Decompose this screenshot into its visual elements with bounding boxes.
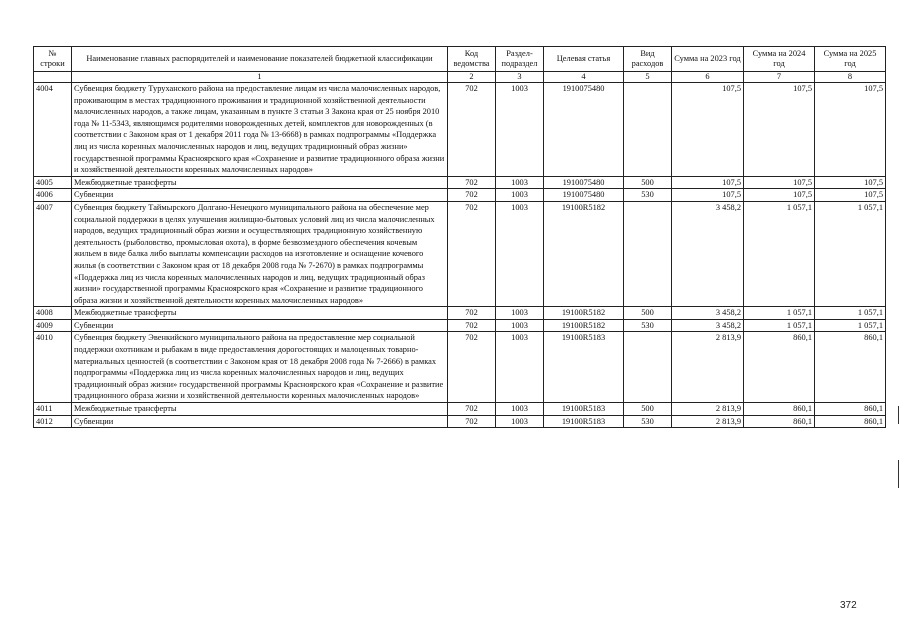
row-target: 1910075480 <box>544 176 624 189</box>
row-number: 4009 <box>34 319 72 332</box>
row-sum-2023: 3 458,2 <box>672 307 744 320</box>
row-number: 4012 <box>34 415 72 428</box>
row-target: 1910075480 <box>544 189 624 202</box>
table-row <box>34 201 886 306</box>
column-number <box>34 72 72 83</box>
row-section: 1003 <box>496 83 544 177</box>
row-sum-2025: 860,1 <box>815 415 886 428</box>
column-number: 6 <box>672 72 744 83</box>
row-name: Субвенция бюджету Таймырского Долгано-Ненецкого муниципального района на обеспечение мер социальной поддержки в целях улучшения жилищно-бытовых условий лиц из числа малочисленных народов, ведущих традиционный образ жизни и осуществляющих традиционную хозяйственную деятельность (рыболовство, промысловая охота), в форме безвозмездного обеспечения кочевым жильем в виде балка либо выплаты компенсации расходов на изготовление и оснащение кочевого жилья (в соответствии с Законом края от 18 декабря 2008 года № 7-2670) в рамках подпрограммы «Поддержка лиц из числа коренных малочисленных народов и лиц, ведущих традиционный образ жизни» государственной программы Красноярского края «Сохранение и развитие традиционного образа жизни и хозяйственной деятельности коренных малочисленных народов» <box>72 201 448 306</box>
row-target: 19100R5183 <box>544 403 624 416</box>
row-exp-type: 500 <box>624 176 672 189</box>
row-target: 19100R5183 <box>544 332 624 403</box>
row-exp-type <box>624 332 672 403</box>
row-name: Субвенция бюджету Эвенкийского муниципального района на предоставление мер социальной поддержки охотникам и рыбакам в виде предоставления дорогостоящих и малоценных товарно-материальных ценностей (в соответствии с Законом края от 18 декабря 2008 года № 7-2666) в рамках подпрограммы «Поддержка лиц из числа коренных малочисленных народов и лиц, ведущих традиционный образ жизни» государственной программы Красноярского края «Сохранение и развитие традиционного образа жизни и хозяйственной деятельности коренных малочисленных народов» <box>72 332 448 403</box>
budget-table <box>33 46 886 428</box>
column-number: 8 <box>815 72 886 83</box>
row-sum-2024: 1 057,1 <box>744 307 815 320</box>
row-section: 1003 <box>496 176 544 189</box>
row-number: 4007 <box>34 201 72 306</box>
row-sum-2025: 1 057,1 <box>815 319 886 332</box>
row-sum-2023: 107,5 <box>672 83 744 177</box>
table-row <box>34 189 886 202</box>
row-name: Субвенции <box>72 415 448 428</box>
table-row <box>34 307 886 320</box>
row-dept-code: 702 <box>448 415 496 428</box>
row-exp-type: 530 <box>624 415 672 428</box>
row-sum-2023: 3 458,2 <box>672 319 744 332</box>
header-exp-type: Вид расходов <box>624 47 672 72</box>
row-section: 1003 <box>496 319 544 332</box>
table-row <box>34 83 886 177</box>
row-name: Межбюджетные трансферты <box>72 307 448 320</box>
column-number: 7 <box>744 72 815 83</box>
row-dept-code: 702 <box>448 189 496 202</box>
column-number: 3 <box>496 72 544 83</box>
row-sum-2024: 107,5 <box>744 189 815 202</box>
row-target: 19100R5182 <box>544 307 624 320</box>
row-dept-code: 702 <box>448 307 496 320</box>
margin-mark <box>898 406 899 424</box>
row-number: 4010 <box>34 332 72 403</box>
row-dept-code: 702 <box>448 83 496 177</box>
row-sum-2024: 860,1 <box>744 415 815 428</box>
row-sum-2023: 2 813,9 <box>672 332 744 403</box>
row-number: 4011 <box>34 403 72 416</box>
row-number: 4004 <box>34 83 72 177</box>
row-number: 4006 <box>34 189 72 202</box>
margin-mark <box>898 460 899 488</box>
row-sum-2025: 107,5 <box>815 176 886 189</box>
row-sum-2025: 860,1 <box>815 332 886 403</box>
column-number-row <box>34 72 886 83</box>
row-sum-2023: 107,5 <box>672 176 744 189</box>
row-number: 4005 <box>34 176 72 189</box>
row-target: 19100R5182 <box>544 319 624 332</box>
row-exp-type: 530 <box>624 319 672 332</box>
row-sum-2024: 1 057,1 <box>744 201 815 306</box>
row-sum-2023: 2 813,9 <box>672 403 744 416</box>
row-sum-2025: 860,1 <box>815 403 886 416</box>
table-body <box>34 72 886 428</box>
row-sum-2025: 1 057,1 <box>815 307 886 320</box>
row-sum-2025: 1 057,1 <box>815 201 886 306</box>
row-exp-type <box>624 201 672 306</box>
row-sum-2023: 107,5 <box>672 189 744 202</box>
row-dept-code: 702 <box>448 332 496 403</box>
row-dept-code: 702 <box>448 403 496 416</box>
row-exp-type: 500 <box>624 307 672 320</box>
row-name: Межбюджетные трансферты <box>72 176 448 189</box>
row-name: Субвенции <box>72 189 448 202</box>
column-number: 5 <box>624 72 672 83</box>
row-sum-2024: 1 057,1 <box>744 319 815 332</box>
row-exp-type: 500 <box>624 403 672 416</box>
row-sum-2024: 107,5 <box>744 176 815 189</box>
budget-page <box>33 46 885 428</box>
row-section: 1003 <box>496 332 544 403</box>
row-section: 1003 <box>496 189 544 202</box>
table-row <box>34 319 886 332</box>
row-exp-type: 530 <box>624 189 672 202</box>
header-sum-2023: Сумма на 2023 год <box>672 47 744 72</box>
table-row <box>34 403 886 416</box>
row-name: Межбюджетные трансферты <box>72 403 448 416</box>
row-dept-code: 702 <box>448 319 496 332</box>
column-number: 4 <box>544 72 624 83</box>
row-number: 4008 <box>34 307 72 320</box>
row-name: Субвенция бюджету Туруханского района на предоставление лицам из числа малочисленных народов, проживающим в местах традиционного проживания и традиционной хозяйственной деятельности малочисленных народов, а также лицам, указанным в пункте 3 статьи 3 Закона края от 25 ноября 2010 года № 11-5343, являющимся родителями новорожденных детей, комплектов для новорожденных (в соответствии с Законом края от 1 декабря 2011 года № 13-6668) в рамках подпрограммы «Поддержка лиц из числа коренных малочисленных народов и лиц, ведущих традиционный образ жизни» государственной программы Красноярского края «Сохранение и развитие традиционного образа жизни и хозяйственной деятельности коренных малочисленных народов» <box>72 83 448 177</box>
row-section: 1003 <box>496 201 544 306</box>
header-section: Раздел-подраздел <box>496 47 544 72</box>
row-sum-2023: 2 813,9 <box>672 415 744 428</box>
row-sum-2024: 860,1 <box>744 403 815 416</box>
row-sum-2025: 107,5 <box>815 83 886 177</box>
row-exp-type <box>624 83 672 177</box>
row-dept-code: 702 <box>448 176 496 189</box>
header-name: Наименование главных распорядителей и наименование показателей бюджетной классификации <box>72 47 448 72</box>
column-number: 2 <box>448 72 496 83</box>
header-dept-code: Код ведомства <box>448 47 496 72</box>
table-header-row <box>34 47 886 72</box>
row-target: 1910075480 <box>544 83 624 177</box>
header-target: Целевая статья <box>544 47 624 72</box>
header-sum-2024: Сумма на 2024 год <box>744 47 815 72</box>
row-sum-2024: 860,1 <box>744 332 815 403</box>
page-number: 372 <box>840 600 857 611</box>
table-row <box>34 415 886 428</box>
row-section: 1003 <box>496 415 544 428</box>
header-row-no: № строки <box>34 47 72 72</box>
table-row <box>34 176 886 189</box>
header-sum-2025: Сумма на 2025 год <box>815 47 886 72</box>
row-section: 1003 <box>496 403 544 416</box>
table-row <box>34 332 886 403</box>
column-number: 1 <box>72 72 448 83</box>
row-dept-code: 702 <box>448 201 496 306</box>
row-target: 19100R5182 <box>544 201 624 306</box>
row-sum-2023: 3 458,2 <box>672 201 744 306</box>
row-sum-2025: 107,5 <box>815 189 886 202</box>
row-target: 19100R5183 <box>544 415 624 428</box>
row-name: Субвенции <box>72 319 448 332</box>
row-sum-2024: 107,5 <box>744 83 815 177</box>
row-section: 1003 <box>496 307 544 320</box>
